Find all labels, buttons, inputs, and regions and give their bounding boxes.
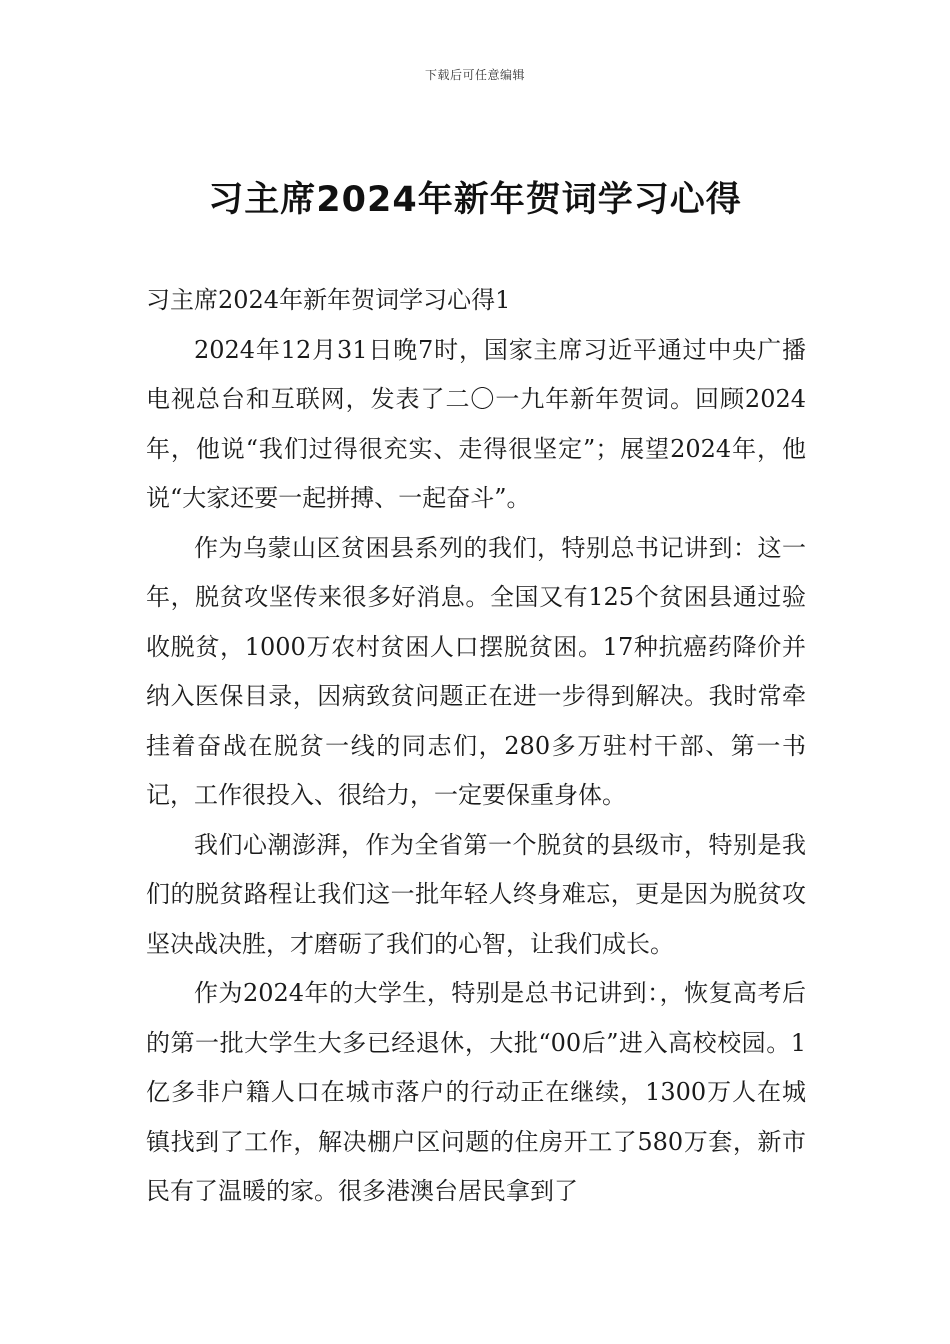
body-paragraph: 作为乌蒙山区贫困县系列的我们，特别总书记讲到：这一年，脱贫攻坚传来很多好消息。全国又有125个贫困县通过验收脱贫，1000万农村贫困人口摆脱贫困。17种抗癌药降价并纳入医保目录，因病致贫问题正在进一步得到解决。我时常牵挂着奋战在脱贫一线的同志们，280多万驻村干部、第一书记，工作很投入、很给力，一定要保重身体。 (146, 533, 806, 809)
section-subheading: 习主席2024年新年贺词学习心得1 (146, 286, 511, 314)
header-note: 下载后可任意编辑 (424, 68, 525, 82)
document-title: 习主席2024年新年贺词学习心得 (208, 180, 742, 220)
body-paragraph: 我们心潮澎湃，作为全省第一个脱贫的县级市，特别是我们的脱贫路程让我们这一批年轻人终身难忘，更是因为脱贫攻坚决战决胜，才磨砺了我们的心智，让我们成长。 (146, 830, 806, 958)
body-paragraph: 作为2024年的大学生，特别是总书记讲到：，恢复高考后的第一批大学生大多已经退休，大批“00后”进入高校校园。1亿多非户籍人口在城市落户的行动正在继续，1300万人在城镇找到了工作，解决棚户区问题的住房开工了580万套，新市民有了温暖的家。很多港澳台居民拿到了 (146, 979, 806, 1205)
document-body (146, 276, 806, 1217)
body-paragraph: 2024年12月31日晚7时，国家主席习近平通过中央广播电视总台和互联网，发表了二〇一九年新年贺词。回顾2024年，他说“我们过得很充实、走得很坚定”；展望2024年，他说“大家还要一起拼搏、一起奋斗”。 (146, 335, 806, 512)
